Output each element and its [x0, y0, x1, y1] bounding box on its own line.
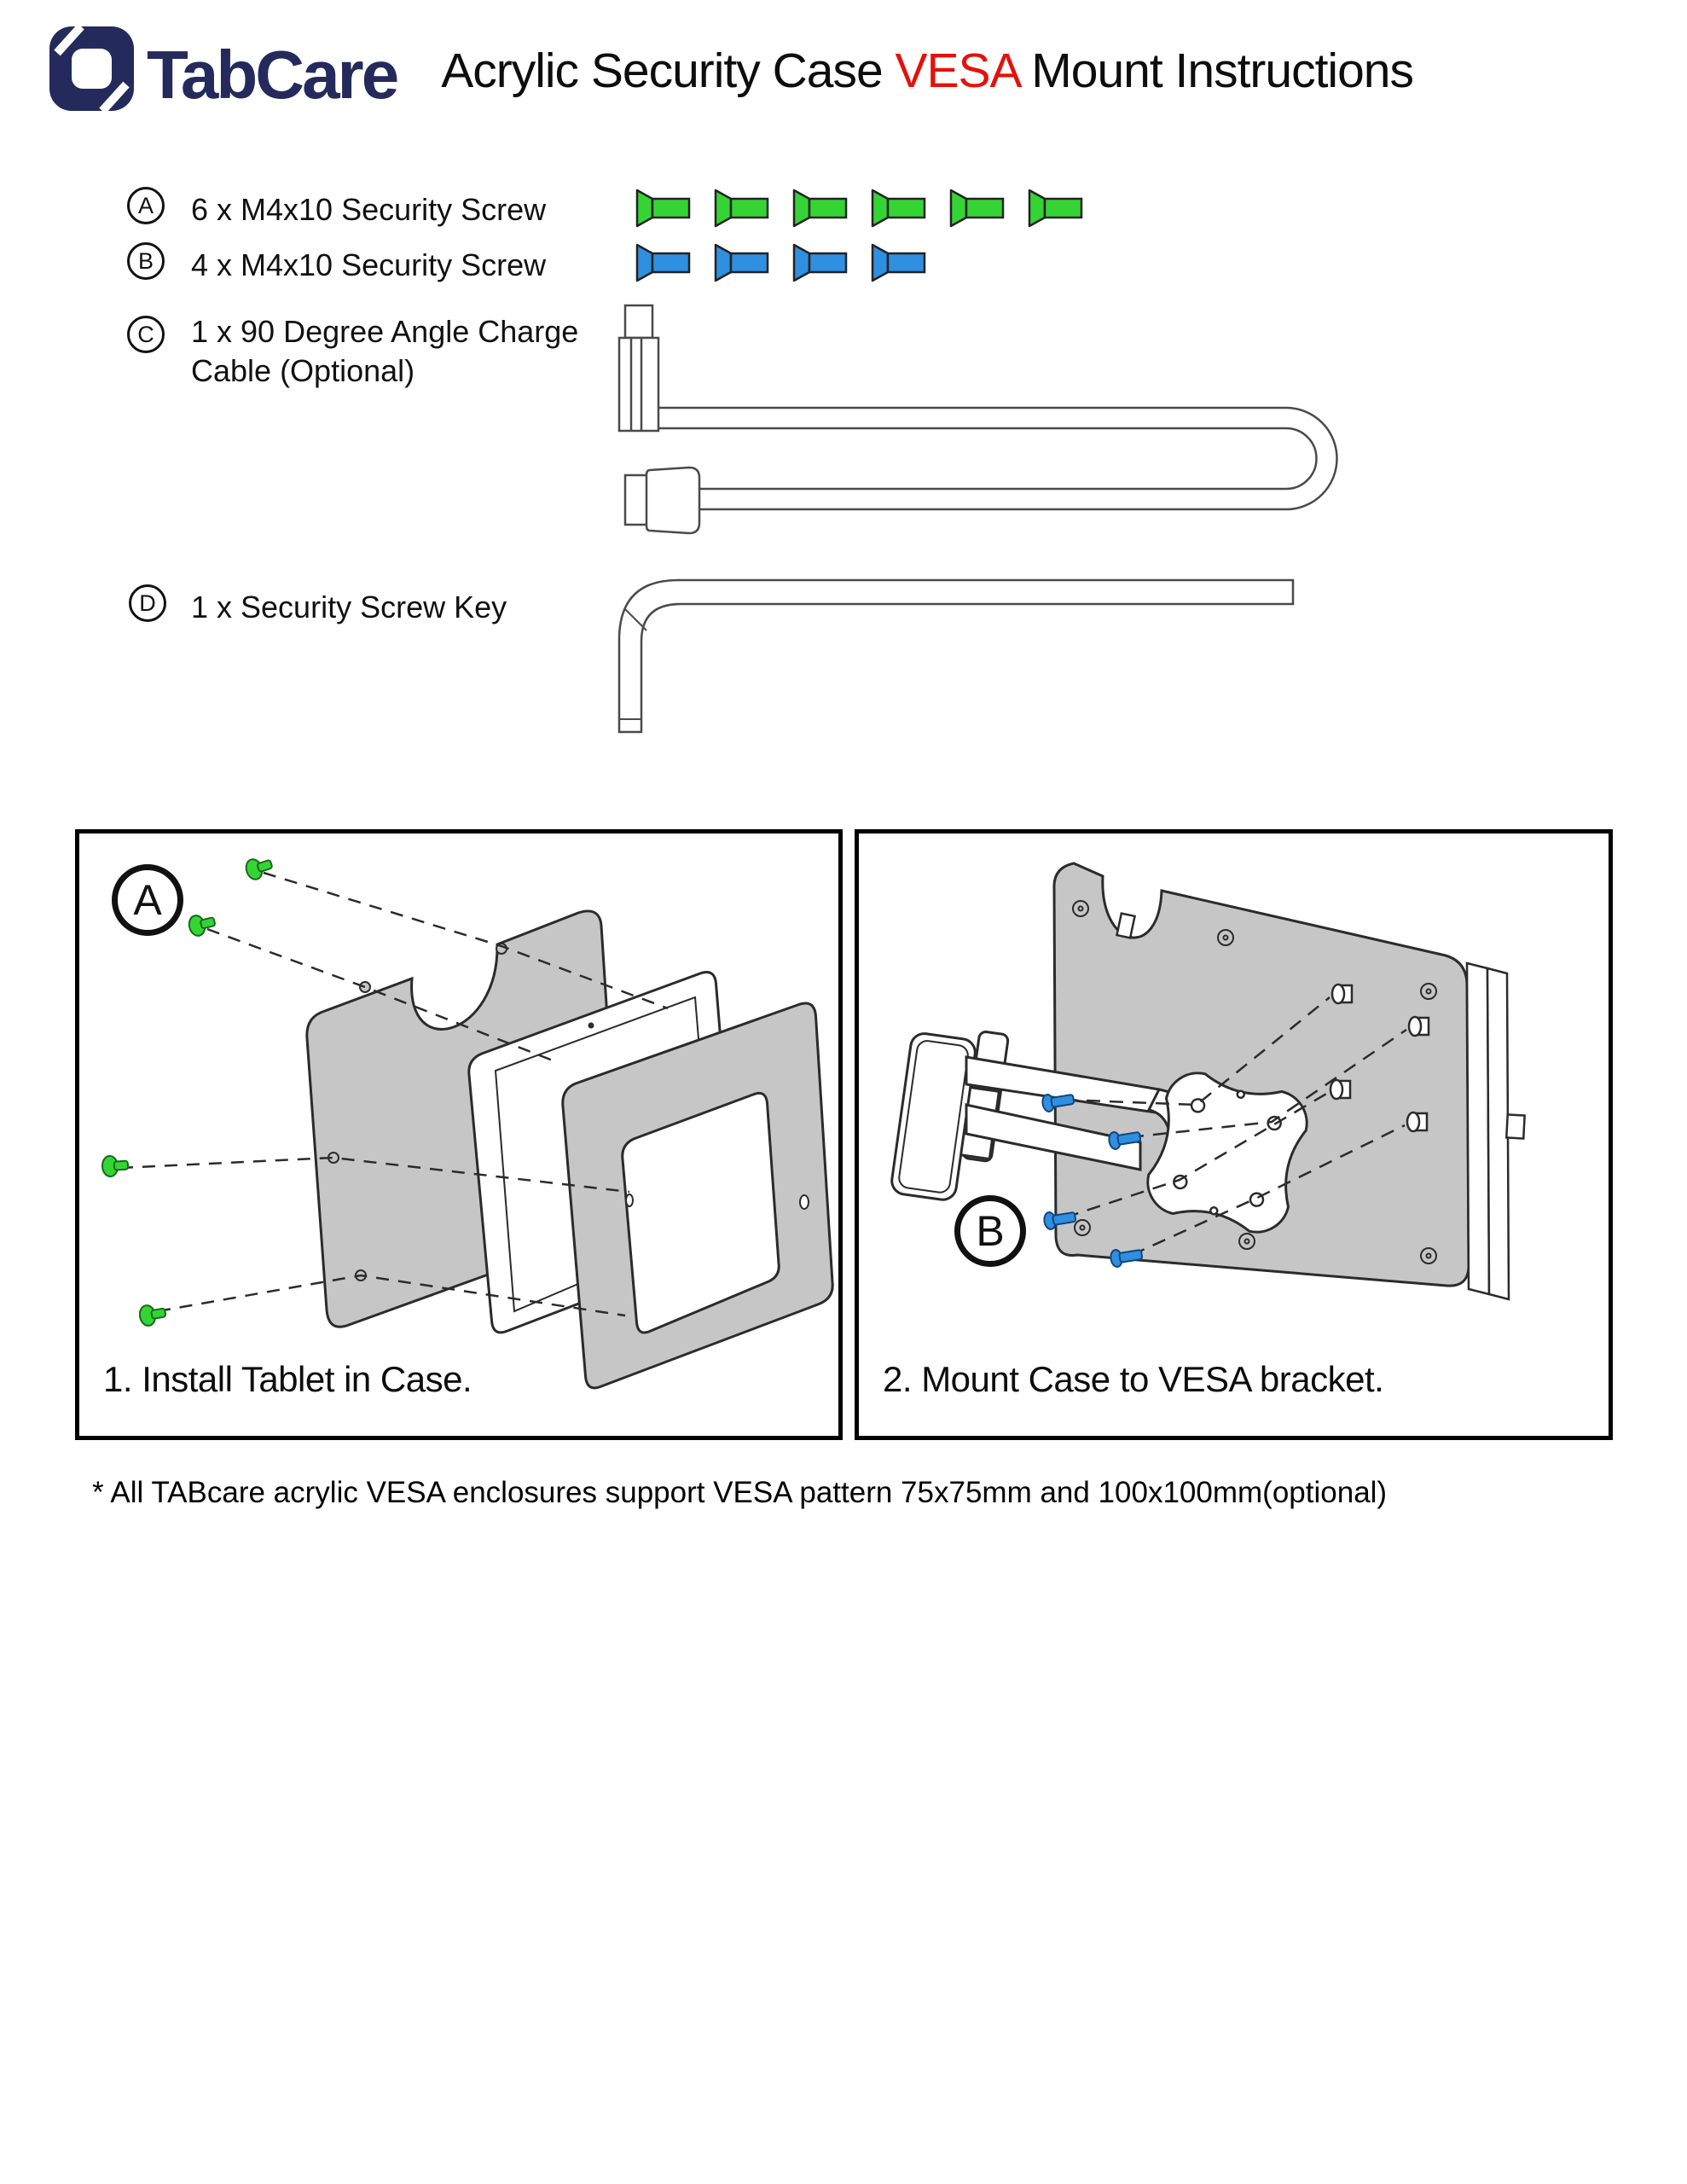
- screw-row-green: [635, 189, 1106, 228]
- side-button: [1506, 1114, 1524, 1138]
- header: [47, 24, 1413, 113]
- cable-connector-body: [619, 338, 658, 431]
- vesa-hole: [1237, 1090, 1245, 1099]
- part-label-c: 1 x 90 Degree Angle Charge Cable (Optional): [191, 314, 579, 389]
- title-highlight: VESA: [895, 44, 1019, 98]
- step-letter: A: [133, 876, 162, 924]
- standoff: [1330, 1080, 1350, 1099]
- part-letter: A: [137, 192, 154, 218]
- vesa-mount-diagram: [859, 834, 1609, 1436]
- step-panel-mount-vesa: [855, 829, 1613, 1440]
- cable-outer-line: [658, 408, 1337, 509]
- part-badge-b: [127, 242, 165, 280]
- tabcare-logo-icon: [47, 24, 136, 113]
- screw-icon: [792, 189, 849, 228]
- screw-icon: [949, 189, 1006, 228]
- case-edge: [1467, 963, 1489, 1294]
- vesa-pattern-footnote: * All TABcare acrylic VESA enclosures support VESA pattern 75x75mm and 100x100mm(optional): [92, 1476, 1388, 1509]
- screw-icon: [871, 189, 927, 228]
- screw-icon: [871, 243, 927, 282]
- assembly-line: [264, 873, 668, 1008]
- part-badge-a: [127, 187, 165, 224]
- part-label-b: 4 x M4x10 Security Screw: [191, 247, 547, 282]
- standoff: [1407, 1112, 1427, 1131]
- security-screw-icon: [187, 911, 217, 938]
- wall-plate: [890, 1032, 977, 1202]
- brand-name: TabCare: [147, 36, 397, 113]
- vesa-plate: [1141, 1066, 1313, 1238]
- cable-inner-line: [658, 428, 1317, 489]
- part-letter: B: [137, 247, 154, 274]
- frame-hole: [626, 1194, 633, 1206]
- cable-slot: [1116, 914, 1134, 938]
- part-badge-c: [127, 316, 165, 353]
- part-label-d: 1 x Security Screw Key: [191, 590, 507, 624]
- exploded-case-diagram: [79, 834, 838, 1436]
- security-screw-icon: [101, 1155, 129, 1177]
- step-caption-1: 1. Install Tablet in Case.: [103, 1359, 472, 1399]
- step-badge-a: [112, 864, 183, 936]
- step-badge-b: [954, 1195, 1026, 1267]
- charge-cable-drawing: [546, 294, 1348, 546]
- cable-plug-tip: [625, 305, 652, 338]
- step-letter: B: [976, 1207, 1005, 1255]
- screw-icon: [714, 243, 770, 282]
- security-screw-icon: [244, 854, 275, 881]
- part-label-a: 6 x M4x10 Security Screw: [191, 192, 547, 227]
- screw-hole: [360, 982, 370, 992]
- standoff: [1409, 1017, 1429, 1036]
- page-title: [441, 42, 1413, 96]
- screw-icon: [714, 189, 770, 228]
- title-suffix: Mount Instructions: [1018, 44, 1413, 98]
- usb-connector-body: [646, 468, 699, 533]
- screw-icon: [635, 189, 692, 228]
- screw-icon: [792, 243, 849, 282]
- vesa-hole: [1209, 1206, 1218, 1215]
- standoff: [1332, 985, 1352, 1003]
- step-caption-2: 2. Mount Case to VESA bracket.: [883, 1359, 1384, 1399]
- part-letter: C: [137, 321, 154, 347]
- screw-row-blue: [635, 243, 949, 282]
- step-panel-install-tablet: [75, 829, 843, 1440]
- screw-key-drawing: [546, 559, 1348, 742]
- part-badge-d: [129, 584, 166, 622]
- screw-icon: [635, 243, 692, 282]
- title-prefix: Acrylic Security Case: [441, 44, 896, 98]
- hex-key-outline: [619, 580, 1293, 732]
- case-edge: [1487, 968, 1509, 1299]
- part-letter: D: [139, 590, 156, 616]
- screw-icon: [1028, 189, 1084, 228]
- frame-hole: [800, 1195, 809, 1209]
- security-screw-icon: [138, 1303, 167, 1327]
- camera-dot: [588, 1023, 594, 1029]
